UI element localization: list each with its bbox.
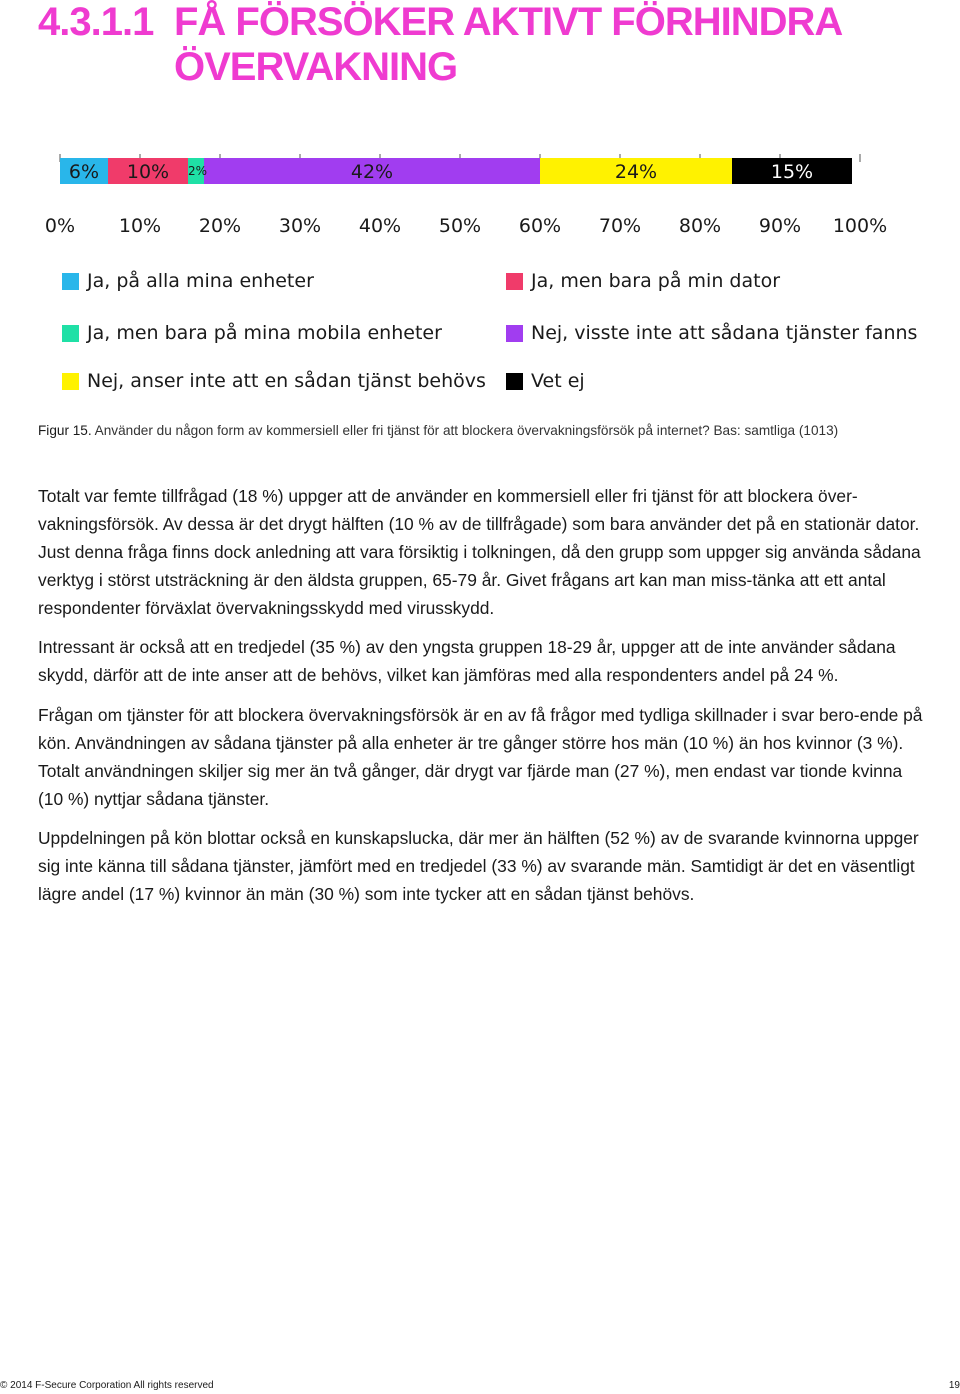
- bar-value-label: 24%: [614, 161, 658, 183]
- legend-label: Ja, på alla mina enheter: [87, 270, 314, 292]
- legend-label: Ja, men bara på min dator: [531, 270, 781, 292]
- footer-copyright: © 2014 F-Secure Corporation All rights reserved: [0, 1380, 214, 1391]
- legend-label: Nej, anser inte att en sådan tjänst behövs: [87, 370, 486, 392]
- bar-value-label: 10%: [126, 161, 170, 183]
- legend-swatch: [62, 273, 79, 290]
- bar-value-label: 2%: [188, 164, 208, 178]
- bar-value-label: 15%: [770, 161, 814, 183]
- legend-swatch: [506, 325, 523, 342]
- x-tick-label: 90%: [758, 215, 802, 237]
- x-tick-label: 20%: [198, 215, 242, 237]
- legend-swatch: [506, 373, 523, 390]
- section-heading: [38, 0, 842, 90]
- legend-item: [62, 370, 486, 392]
- bar-value-label: 42%: [350, 161, 394, 183]
- page-number: 19: [948, 1380, 960, 1391]
- section-number: 4.3.1.1: [38, 0, 154, 44]
- legend-swatch: [506, 273, 523, 290]
- x-tick-label: 40%: [358, 215, 402, 237]
- legend-item: [506, 270, 780, 292]
- body-paragraph: Uppdelningen på kön blottar också en kunskapslucka, där mer än hälften (52 %) av de svarande kvinnorna uppger sig inte känna till sådana tjänster, jämfört med en tredjedel (33 %) av svarande män. Samtidigt är det en väsentligt lägre andel (17 %) kvinnor än män (30 %) som inte tycker att en sådan tjänst behövs.: [38, 828, 919, 904]
- section-title-line1: FÅ FÖRSÖKER AKTIVT FÖRHINDRA: [174, 0, 843, 44]
- figure-base: Bas: samtliga (1013): [709, 423, 839, 438]
- x-tick-label: 80%: [678, 215, 722, 237]
- stacked-bar-chart: [0, 150, 960, 250]
- body-paragraph: Totalt var femte tillfrågad (18 %) uppger att de använder en kommersiell eller fri tjänst för att blockera över-vakningsförsök. Av dessa är det drygt hälften (10 % av de tillfrågade) som bara använder det på en stationär dator. Just denna fråga finns dock anledning att vara försiktig i tolkningen, då den grupp som uppger sig använda sådana verktyg i störst utsträckning är den äldsta gruppen, 65-79 år. Givet frågans art kan man miss-tänka att ett antal respondenter förväxlat övervakningsskydd med virusskydd.: [38, 486, 921, 618]
- x-tick-label: 60%: [518, 215, 562, 237]
- legend-item: [506, 370, 585, 392]
- x-tick-label: 50%: [438, 215, 482, 237]
- body-paragraph: Intressant är också att en tredjedel (35 %) av den yngsta gruppen 18-29 år, uppger att de inte använder sådana skydd, därför att de inte anser att de behövs, vilket kan jämföras med alla respondenters andel på 24 %.: [38, 637, 896, 685]
- section-title-line2: ÖVERVAKNING: [174, 45, 458, 89]
- legend-label: Vet ej: [531, 370, 585, 392]
- x-tick-label: 10%: [118, 215, 162, 237]
- legend-label: Nej, visste inte att sådana tjänster fanns: [531, 322, 918, 344]
- x-tick-label: 30%: [278, 215, 322, 237]
- figure-question: Använder du någon form av kommersiell eller fri tjänst för att blockera övervakningsförsök på internet?: [94, 423, 710, 438]
- bar-value-label: 6%: [68, 161, 100, 183]
- legend-label: Ja, men bara på mina mobila enheter: [87, 322, 442, 344]
- figure-caption: [38, 423, 918, 438]
- legend-swatch: [62, 373, 79, 390]
- body-paragraph: Frågan om tjänster för att blockera övervakningsförsök är en av få frågor med tydliga skillnader i svar bero-ende på kön. Användningen av sådana tjänster på alla enheter är tre gånger större hos män (10 %) än hos kvinnor (3 %). Totalt användningen skiljer sig mer än två gånger, där drygt var fjärde man (27 %), men endast var tionde kvinna (10 %) nyttjar sådana tjänster.: [38, 705, 923, 809]
- x-tick-label: 100%: [832, 215, 888, 237]
- chart-bar: [60, 158, 852, 184]
- x-tick-label: 0%: [44, 215, 76, 237]
- legend-item: [62, 322, 442, 344]
- legend-item: [506, 322, 917, 344]
- x-tick-label: 70%: [598, 215, 642, 237]
- figure-number: Figur 15.: [38, 423, 95, 438]
- chart-x-axis: [45, 215, 887, 237]
- legend-swatch: [62, 325, 79, 342]
- legend-item: [62, 270, 314, 292]
